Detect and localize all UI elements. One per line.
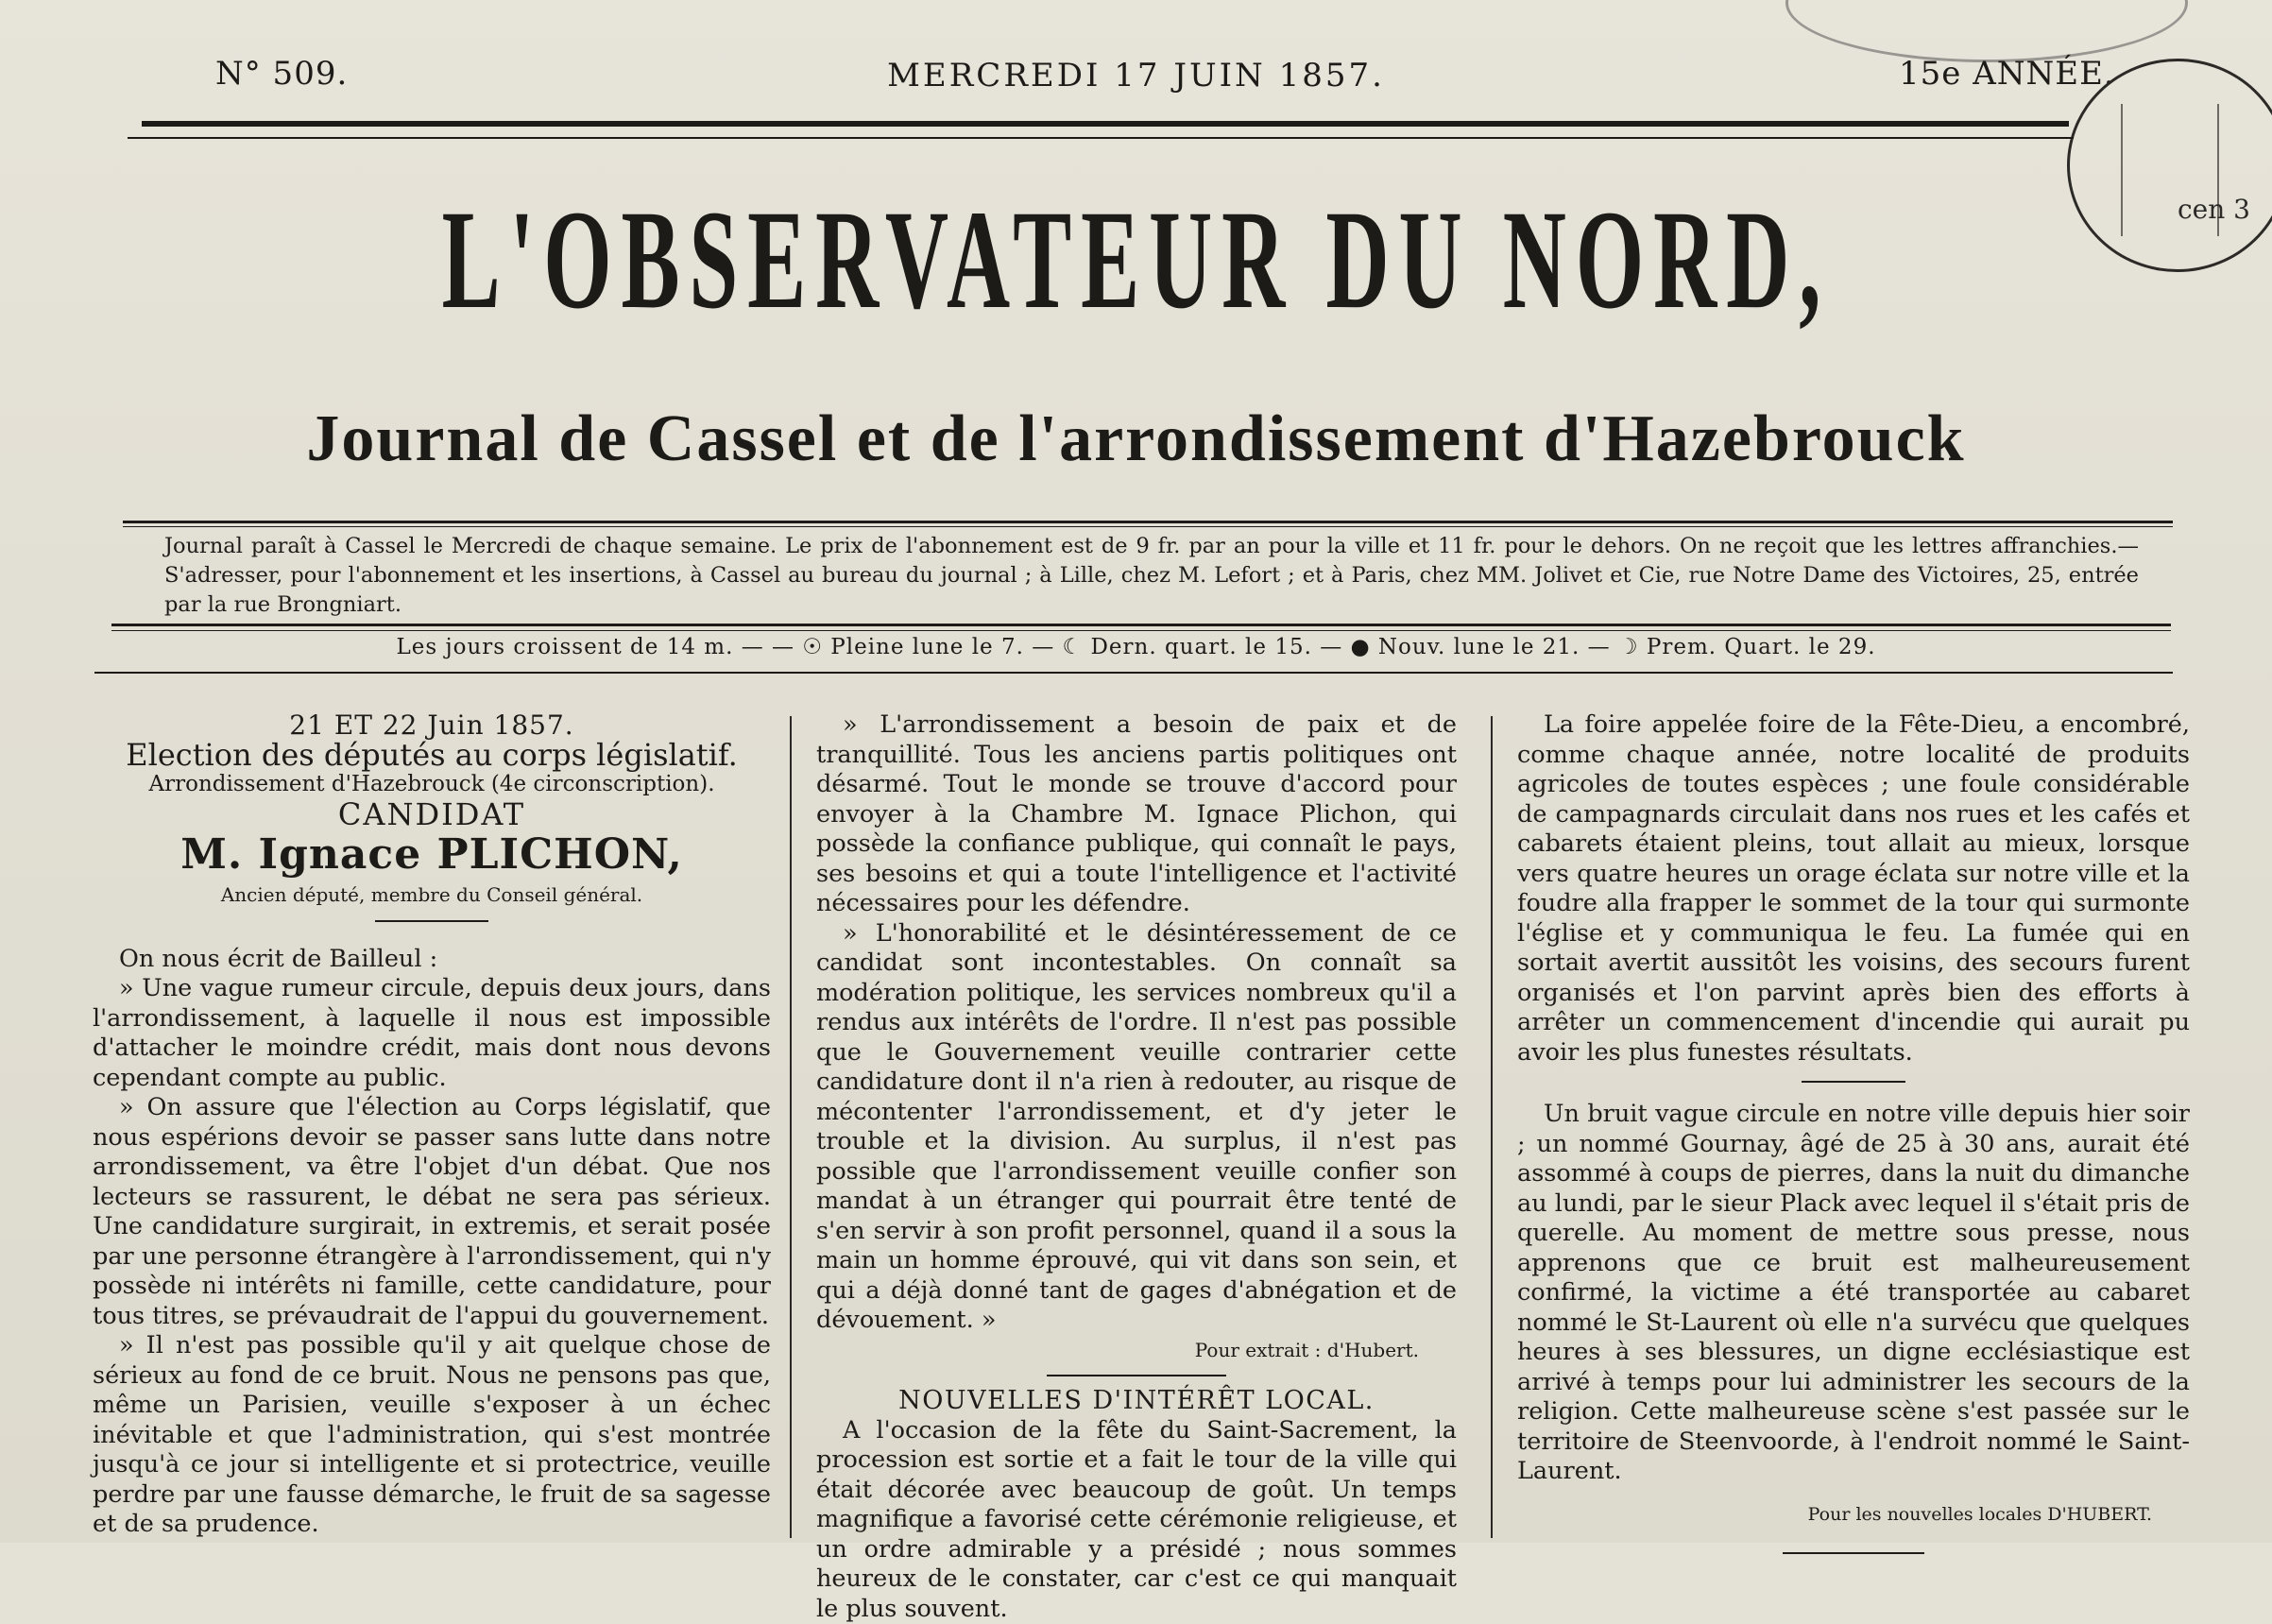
article-paragraph: » L'arrondissement a besoin de paix et de tranquillité. Tous les anciens partis politiques ont désarmé. Tout le monde se trouve d'accord pour envoyer à la Chambre M. Ignace Plichon, qui possède la confiance publique, qui connaît le pays, ses besoins et qui a toute l'intelligence et l'activité nécessaires pour les défendre. (816, 710, 1457, 919)
election-date: 21 ET 22 Juin 1857. (93, 710, 771, 741)
column-1 (93, 710, 771, 1540)
section-heading: NOUVELLES D'INTÉRÊT LOCAL. (816, 1386, 1457, 1416)
section-divider (1047, 1375, 1226, 1376)
column-divider-2 (1491, 716, 1493, 1538)
column-3 (1517, 710, 2190, 1564)
article-signature: Pour les nouvelles locales D'HUBERT. (1517, 1500, 2190, 1530)
issue-year: 15e ANNÉE. (1899, 55, 2115, 93)
masthead-rule (142, 121, 2069, 127)
issue-number: N° 509. (215, 55, 348, 93)
article-paragraph: » On assure que l'élection au Corps législatif, que nous espérions devoir se passer sans lutte dans notre arrondissement, va être l'objet d'un débat. Que nos lecteurs se rassurent, le débat ne sera pas sérieux. Une candidature surgirait, in extremis, et serait posée par une personne étrangère à l'arrondissement, qui n'y possède ni intérêts ni famille, cette candidature, pour tous titres, se prévaudrait de l'appui du gouvernement. (93, 1093, 771, 1331)
article-intro: On nous écrit de Bailleul : (93, 945, 771, 975)
postmark-stamp (1785, 0, 2188, 62)
masthead-rule-thin (128, 137, 2074, 139)
notice-rule-top-thin (123, 526, 2173, 527)
article-signature: Pour extrait : d'Hubert. (816, 1336, 1457, 1366)
short-divider (1802, 1081, 1905, 1083)
candidate-description: Ancien député, membre du Conseil général. (93, 880, 771, 911)
newspaper-subtitle: Journal de Cassel et de l'arrondissement d'Hazebrouck (0, 402, 2272, 477)
election-heading: Election des députés au corps législatif. (93, 741, 771, 771)
candidate-label: CANDIDAT (93, 800, 771, 830)
issue-date: MERCREDI 17 JUIN 1857. (0, 57, 2272, 94)
column-2 (816, 710, 1457, 1624)
notice-rule-top (123, 521, 2173, 523)
election-district: Arrondissement d'Hazebrouck (4e circonscription). (93, 770, 771, 800)
column-divider-1 (790, 716, 792, 1538)
short-divider (1783, 1552, 1924, 1554)
newspaper-title: L'OBSERVATEUR DU NORD, (432, 189, 1840, 331)
notice-rule-bottom-thin (111, 630, 2171, 631)
article-paragraph: » L'honorabilité et le désintéressement de ce candidat sont incontestables. On connaît sa modération politique, les services nombreux qu'il a rendus aux intérêts de l'ordre. Il n'est pas possible que le Gouvernement veuille contrarier cette candidature dont il n'a rien à redouter, au risque de mécontenter l'arrondissement, et d'y jeter le trouble et la division. Au surplus, il n'est pas possible que l'arrondissement veuille confier son mandat à un étranger qui pourrait être tenté de s'en servir à son profit personnel, quand il a sous la main un homme éprouvé, qui vit dans son sein, et qui a déjà donné tant de gages d'abnégation et de dévouement. » (816, 919, 1457, 1336)
article-paragraph: Un bruit vague circule en notre ville depuis hier soir ; un nommé Gournay, âgé de 25 à 30 ans, aurait été assommé à coups de pierres, dans la nuit du dimanche au lundi, par le sieur Plack avec lequel il s'était pris de querelle. Au moment de mettre sous presse, nous apprenons que ce bruit est malheureusement confirmé, la victime a été transportée au cabaret nommé le St-Laurent où elle n'a survécu que quelques heures à ses blessures, un digne ecclésiastique est arrivé à temps pour lui administrer les secours de la religion. Cette malheureuse scène s'est passée sur le territoire de Steenvoorde, à l'endroit nommé le Saint-Laurent. (1517, 1100, 2190, 1487)
header-rule-final (94, 672, 2173, 674)
stamp-value: cen 3 (2178, 194, 2250, 225)
subscription-notice: Journal paraît à Cassel le Mercredi de chaque semaine. Le prix de l'abonnement est de 9 fr. par an pour la ville et 11 fr. pour le dehors. On ne reçoit que les lettres affranchies.— S'adresser, pour l'abonnement et les insertions, à Cassel au bureau du journal ; à Lille, chez M. Lefort ; et à Paris, chez MM. Jolivet et Cie, rue Notre Dame des Victoires, 25, entrée par la rue Brongniart. (164, 532, 2139, 620)
article-paragraph: La foire appelée foire de la Fête-Dieu, a encombré, comme chaque année, notre localité de produits agricoles de toutes espèces ; une foule considérable de campagnards circulait dans nos rues et les cafés et cabarets étaient pleins, tout allait au mieux, lorsque vers quatre heures un orage éclata sur notre ville et la foudre alla frapper le sommet de la tour qui surmonte l'église et y communiqua le feu. La fumée qui en sortait avertit aussitôt les voisins, des secours furent organisés et l'on parvint après bien des efforts à arrêter un commencement d'incendie qui aurait pu avoir les plus funestes résultats. (1517, 710, 2190, 1068)
article-paragraph: A l'occasion de la fête du Saint-Sacrement, la procession est sortie et a fait le tour de la ville qui était décorée avec beaucoup de goût. Un temps magnifique a favorisé cette cérémonie religieuse, et un ordre admirable y a présidé ; nous sommes heureux de le constater, car c'est ce qui manquait le plus souvent. (816, 1416, 1457, 1624)
short-divider (375, 920, 488, 922)
candidate-name: M. Ignace PLICHON, (93, 829, 771, 880)
notice-rule-bottom (111, 624, 2171, 626)
article-paragraph: » Il n'est pas possible qu'il y ait quelque chose de sérieux au fond de ce bruit. Nous ne pensons pas que, même un Parisien, veuille s'exposer à un échec inévitable et que l'administration, qui s'est montrée jusqu'à ce jour si intelligente et si protectrice, veuille perdre par une fausse démarche, le fruit de sa sagesse et de sa prudence. (93, 1331, 771, 1540)
moon-phases-line: Les jours croissent de 14 m. — — ☉ Pleine lune le 7. — ☾ Dern. quart. le 15. — ● Nouv. lune le 21. — ☽ Prem. Quart. le 29. (0, 635, 2272, 659)
article-paragraph: » Une vague rumeur circule, depuis deux jours, dans l'arrondissement, à laquelle il nous est impossible d'attacher le moindre crédit, mais dont nous devons cependant compte au public. (93, 974, 771, 1093)
